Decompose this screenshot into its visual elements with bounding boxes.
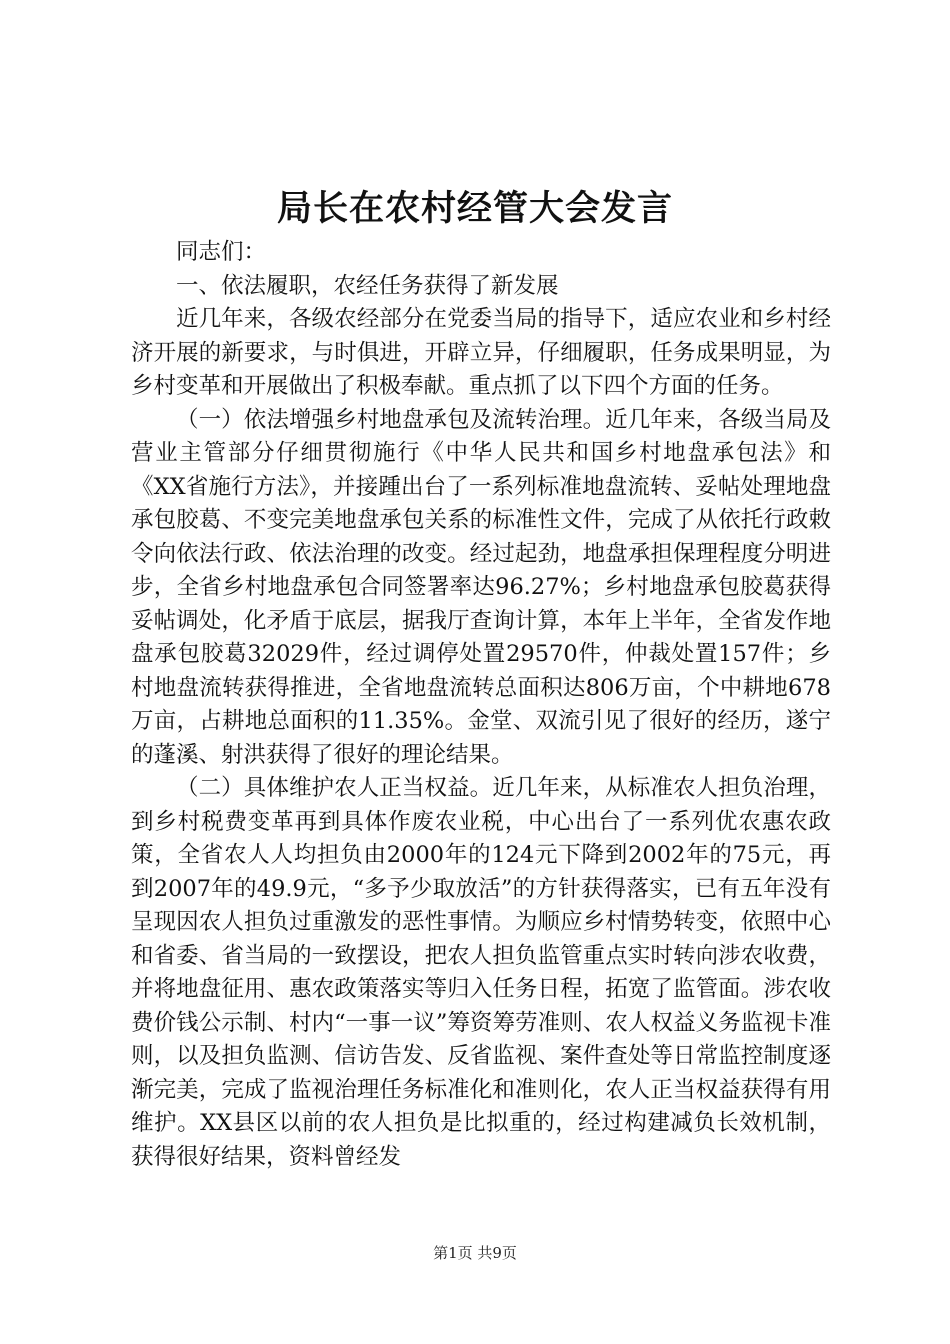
section-heading: 一、依法履职，农经任务获得了新发展 <box>176 272 559 299</box>
document-title: 局长在农村经管大会发言 <box>276 188 673 229</box>
body-paragraph: 近几年来，各级农经部分在党委当局的指导下，适应农业和乡村经济开展的新要求，与时俱进，开辟立异，仔细履职，任务成果明显，为乡村变革和开展做出了积极奉献。重点抓了以下四个方面的任务。 <box>131 306 831 399</box>
page-footer: 第1页 共9页 <box>433 1244 517 1262</box>
document-body <box>131 236 831 1174</box>
body-paragraph: （一）依法增强乡村地盘承包及流转治理。近几年来，各级当局及营业主管部分仔细贯彻施行《中华人民共和国乡村地盘承包法》和《XX省施行方法》，并接踵出台了一系列标准地盘流转、妥帖处理地盘承包胶葛、不变完美地盘承包关系的标准性文件，完成了从依托行政敕令向依法行政、依法治理的改变。经过起劲，地盘承担保理程度分明进步，全省乡村地盘承包合同签署率达96.27%；乡村地盘承包胶葛获得妥帖调处，化矛盾于底层，据我厅查询计算，本年上半年，全省发作地盘承包胶葛32029件，经过调停处置29570件，仲裁处置157件；乡村地盘流转获得推进，全省地盘流转总面积达806万亩，个中耕地678万亩，占耕地总面积的11.35%。金堂、双流引见了很好的经历，遂宁的蓬溪、射洪获得了很好的理论结果。 <box>131 406 831 768</box>
body-paragraph: （二）具体维护农人正当权益。近几年来，从标准农人担负治理，到乡村税费变革再到具体作废农业税，中心出台了一系列优农惠农政策，全省农人人均担负由2000年的124元下降到2002年的75元，再到2007年的49.9元，“多予少取放活”的方针获得落实，已有五年没有呈现因农人担负过重激发的恶性事情。为顺应乡村情势转变，依照中心和省委、省当局的一致摆设，把农人担负监管重点实时转向涉农收费，并将地盘征用、惠农政策落实等归入任务日程，拓宽了监管面。涉农收费价钱公示制、村内“一事一议”筹资筹劳准则、农人权益义务监视卡准则，以及担负监测、信访告发、反省监视、案件查处等日常监控制度逐渐完美，完成了监视治理任务标准化和准则化，农人正当权益获得有用维护。XX县区以前的农人担负是比拟重的，经过构建减负长效机制，获得很好结果，资料曾经发 <box>131 775 831 1170</box>
salutation-paragraph: 同志们： <box>176 239 267 265</box>
